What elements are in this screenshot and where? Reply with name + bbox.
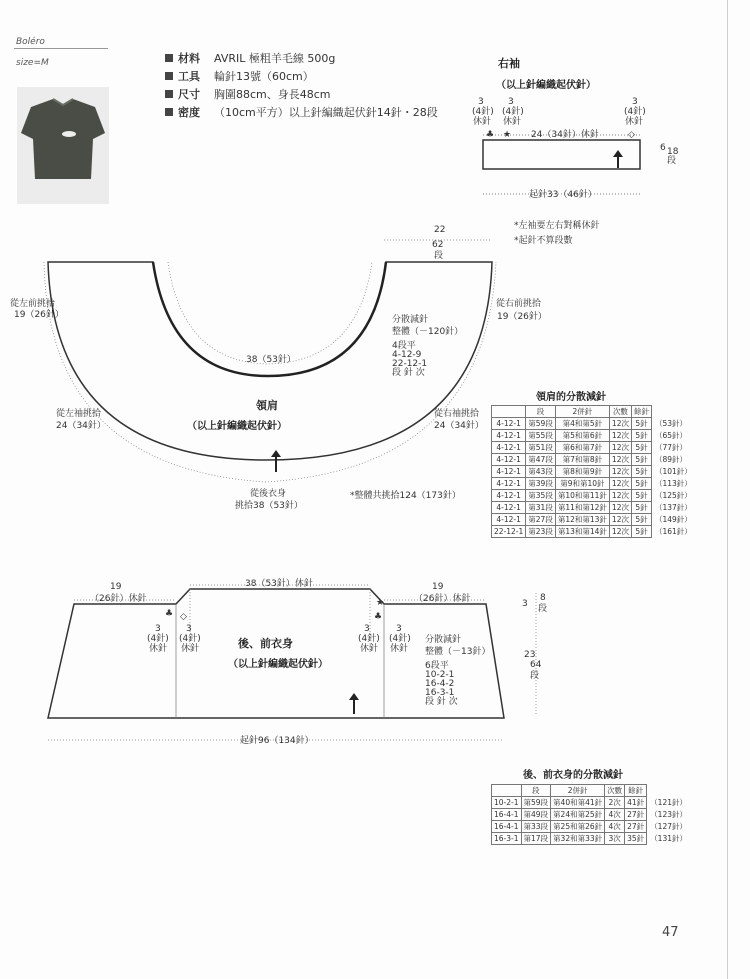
collar-decrease-table [491,405,695,538]
table-row: 4-12-1 第31段 第11和第12針 12次 5針 （137針） [492,502,695,514]
body-table-title: 後、前衣身的分散減針 [523,770,623,781]
body-bind-3b: (4針) [358,634,380,644]
collar-subtitle: （以上針編織起伏針） [187,421,287,432]
sleeve-note-2: *起針不算段數 [514,236,573,246]
collar-dec-4: 段 針 次 [392,368,425,378]
body-star: ★ [376,598,385,608]
sleeve-bind-mid: 3 [508,97,514,107]
diamond-mark: ◇ [628,130,635,140]
table-row: 4-12-1 第47段 第7和第8針 12次 5針 （89針） [492,454,695,466]
collar-top-2: 62 [432,240,444,250]
collar-left-sleeve-2: 24（34針） [56,421,106,431]
body-bind-2a: 3 [186,624,192,634]
body-bind-3a: 3 [364,624,370,634]
table-row: 16-3-1 第17段 第32和第33針 3次 35針 （131針） [492,833,690,845]
collar-top-3: 段 [434,251,444,261]
collar-left-front-2: 19（26針） [14,310,64,320]
spec-tool: 工具 輪針13號（60cm） [165,68,314,84]
body-right-top-1: 19 [432,582,444,592]
sleeve-rows-2: 18 [667,147,679,157]
sleeve-arrowhead [613,150,623,157]
sleeve-bind-mid-rest: 休針 [503,117,522,127]
spec-size: 尺寸 胸圍88cm、身長48cm [165,86,331,102]
body-rows-small-2: 8 [540,593,546,603]
body-right-top-2: （26針）休針 [414,594,471,604]
collar-right-front-1: 從右前挑拾 [496,299,542,309]
sleeve-subtitle: （以上針編織起伏針） [496,80,596,91]
sleeve-bind-right-st: (4針) [624,107,646,117]
body-rows-big-2: 64 [530,660,542,670]
size-label: size=M [16,58,49,68]
table-row: 4-12-1 第43段 第8和第9針 12次 5針 （101針） [492,466,695,478]
sleeve-bind-mid-st: (4針) [502,107,524,117]
collar-right-front-2: 19（26針） [497,312,547,322]
spec-gauge: 密度 （10cm平方）以上針編織起伏針14針・28段 [165,104,438,120]
body-bind-3c: 休針 [360,644,379,654]
body-decrease-table [491,784,690,845]
table-row: 4-12-1 第51段 第6和第7針 12次 5針 （77針） [492,442,695,454]
sleeve-rows-3: 段 [667,156,677,166]
table-row: 4-12-1 第55段 第5和第6針 12次 5針 （65針） [492,430,695,442]
sleeve-title: 右袖 [498,57,520,70]
body-bind-4b: (4針) [389,634,411,644]
sleeve-rows-1: 6 [660,143,666,153]
star-mark: ★ [503,130,512,140]
body-bind-4a: 3 [396,624,402,634]
body-bind-2b: (4針) [179,634,201,644]
table-row: 4-12-1 第27段 第12和第13針 12次 5針 （149針） [492,514,695,526]
sleeve-bind-right: 3 [632,97,638,107]
collar-title: 領肩 [256,399,278,412]
collar-dec-3: 22-12-1 [392,359,428,369]
body-rows-big-3: 段 [530,671,540,681]
table-row: 16-4-1 第33段 第25和第26針 4次 27針 （127針） [492,821,690,833]
collar-dec-2: 4-12-9 [392,350,422,360]
table-header-row: 段 2併針 次數 餘針 [492,785,690,797]
body-center-top: 38（53針）休針 [245,579,313,589]
body-bind-1b: (4針) [147,634,169,644]
body-rows-small-3: 段 [538,604,548,614]
collar-back-2: 挑拾38（53針） [235,501,303,511]
body-dec-1: 6段平 [425,661,449,671]
body-subtitle: （以上針編織起伏針） [228,659,328,670]
body-bind-4c: 休針 [390,644,409,654]
body-bind-1c: 休針 [149,644,168,654]
body-bind-2c: 休針 [181,644,200,654]
table-row: 4-12-1 第35段 第10和第11針 12次 5針 （125針） [492,490,695,502]
collar-right-sleeve-2: 24（34針） [434,421,484,431]
sleeve-bind-left: 3 [478,97,484,107]
collar-inner-dim [168,262,372,364]
collar-dec-total: 整體（－120針） [392,327,464,337]
table-row: 4-12-1 第59段 第4和第5針 12次 5針 （53針） [492,418,695,430]
table-row: 4-12-1 第39段 第9和第10針 12次 5針 （113針） [492,478,695,490]
sleeve-bind-right-rest: 休針 [625,117,644,127]
sleeve-bind-left-st: (4針) [472,107,494,117]
body-dec-5: 段 針 次 [425,697,458,707]
collar-inner-label: 38（53針） [246,355,296,365]
collar-dec-title: 分散減針 [392,315,429,325]
body-dec-4: 16-3-1 [425,688,455,698]
page-number: 47 [662,925,679,940]
collar-left-front-1: 從左前挑拾 [10,299,56,309]
pattern-title: Boléro [16,37,45,47]
body-dec-title: 分散減針 [425,635,462,645]
body-dec-total: 整體（－13針） [425,647,491,657]
body-club-right: ♣ [374,612,383,622]
body-left-top-1: 19 [110,582,122,592]
table-row: 22-12-1 第23段 第13和第14針 12次 5針 （161針） [492,526,695,538]
collar-left-sleeve-1: 從左袖挑拾 [56,409,102,419]
sleeve-bind-left-rest: 休針 [473,117,492,127]
collar-total: *整體共挑拾124（173針） [350,491,461,501]
body-bind-1a: 3 [155,624,161,634]
body-diamond-left: ◇ [180,612,187,622]
sleeve-top-label: 24（34針）休針 [531,130,599,140]
collar-arrowhead [271,450,281,457]
collar-dec-1: 4段平 [392,341,416,351]
body-start-label: 起針96（134針） [240,736,314,746]
sleeve-note-1: *左袖要左右對稱休針 [514,221,600,231]
table-header-row: 段 2併針 次數 餘針 [492,406,695,418]
body-rows-small-1: 3 [522,599,528,609]
collar-table-title: 領肩的分散減針 [536,392,606,403]
body-rows-big-1: 23 [524,650,536,660]
body-left-top-2: （26針）休針 [90,594,147,604]
collar-back-1: 從後衣身 [250,489,287,499]
table-row: 16-4-1 第49段 第24和第25針 4次 27針 （123針） [492,809,690,821]
body-club: ♣ [165,609,174,619]
body-title: 後、前衣身 [238,637,293,650]
body-dec-2: 10-2-1 [425,670,455,680]
spec-material: 材料 AVRIL 極粗羊毛線 500g [165,50,335,66]
table-row: 10-2-1 第59段 第40和第41針 2次 41針 （121針） [492,797,690,809]
body-dec-3: 16-4-2 [425,679,455,689]
body-arrowhead [349,693,359,700]
collar-top-1: 22 [434,225,446,235]
collar-right-sleeve-1: 從右袖挑拾 [434,409,480,419]
sleeve-start-label: 起針33（46針） [529,190,597,200]
club-mark: ♣ [486,130,495,140]
collar-outer-dim [44,262,496,482]
